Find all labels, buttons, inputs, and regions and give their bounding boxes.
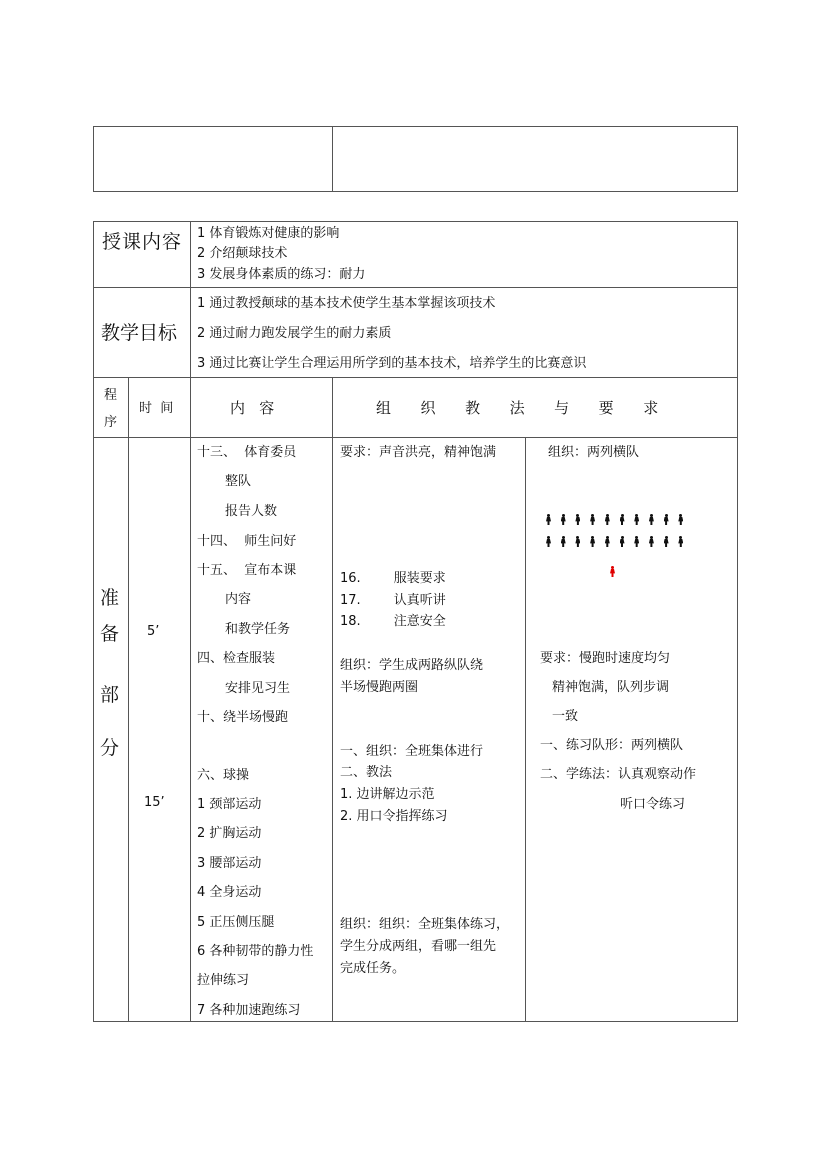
- student-icon: [649, 514, 654, 525]
- section-name: 备: [100, 623, 120, 645]
- method-lines-line: 要求：声音洪亮，精神饱满: [340, 445, 497, 460]
- content-lines-line: 4 全身运动: [197, 885, 262, 900]
- content-lines-line: 整队: [225, 474, 252, 489]
- content-lines-line: 1 颈部运动: [197, 797, 262, 812]
- content-lines-line: 5 正压侧压腿: [197, 915, 275, 930]
- student-icon: [620, 514, 625, 525]
- section-name: 部: [100, 684, 120, 706]
- teacher-icon: [610, 566, 615, 577]
- content-lines-line: 十五、 宣布本课: [197, 563, 297, 578]
- content-lines-line: 安排见习生: [225, 681, 291, 696]
- header-method: 组 织 教 法 与 要 求: [376, 399, 659, 417]
- time-value: 15’: [144, 795, 165, 810]
- method-lines-line: 18. 注意安全: [340, 614, 446, 629]
- content-lines-line: 和教学任务: [225, 622, 291, 637]
- method-lines-line: 半场慢跑两圈: [340, 680, 419, 695]
- header-time: 时 间: [139, 401, 174, 416]
- student-icon: [678, 514, 683, 525]
- goal-item: 3 通过比赛让学生合理运用所学到的基本技术，培养学生的比赛意识: [197, 356, 587, 371]
- org-lines-line: 听口令练习: [620, 797, 686, 812]
- content-lines-line: 六、球操: [197, 768, 250, 783]
- header-procedure: 程: [104, 388, 118, 403]
- student-icon: [620, 536, 625, 547]
- divider: [332, 126, 333, 192]
- student-icon: [546, 536, 551, 547]
- student-icon: [678, 536, 683, 547]
- time-value: 5’: [147, 624, 160, 639]
- student-icon: [605, 536, 610, 547]
- top-blank-table: [93, 126, 738, 192]
- content-lines-line: 十四、 师生问好: [197, 534, 297, 549]
- org-lines-line: 要求：慢跑时速度均匀: [540, 651, 671, 666]
- content-lines-line: 6 各种韧带的静力性: [197, 944, 314, 959]
- method-lines-line: 一、组织：全班集体进行: [340, 744, 484, 759]
- student-icon: [575, 514, 580, 525]
- method-lines-line: 组织：组织：全班集体练习，: [340, 917, 510, 932]
- student-icon: [605, 514, 610, 525]
- divider: [332, 377, 333, 1022]
- header-content: 内 容: [230, 399, 275, 417]
- org-lines-line: 二、学练法：认真观察动作: [540, 767, 697, 782]
- content-item: 1 体育锻炼对健康的影响: [197, 226, 340, 241]
- goal-label: 教学目标: [101, 322, 178, 344]
- content-lines-line: 拉伸练习: [197, 973, 250, 988]
- section-name: 准: [100, 587, 120, 609]
- method-lines-line: 2. 用口令指挥练习: [340, 809, 448, 824]
- goal-item: 2 通过耐力跑发展学生的耐力素质: [197, 326, 392, 341]
- method-lines-line: 学生分成两组，看哪一组先: [340, 939, 497, 954]
- student-icon: [590, 536, 595, 547]
- student-icon: [664, 536, 669, 547]
- content-item: 3 发展身体素质的练习：耐力: [197, 267, 366, 282]
- org-lines-line: 一、练习队形：两列横队: [540, 738, 684, 753]
- content-lines-line: 2 扩胸运动: [197, 826, 262, 841]
- student-icon: [546, 514, 551, 525]
- student-icon: [634, 514, 639, 525]
- org-lines-line: 组织：两列横队: [548, 445, 640, 460]
- content-label: 授课内容: [101, 231, 182, 253]
- method-lines-line: 二、教法: [340, 765, 393, 780]
- method-lines-line: 16. 服装要求: [340, 571, 446, 586]
- content-lines-line: 四、检查服装: [197, 651, 276, 666]
- org-lines-line: 一致: [552, 709, 579, 724]
- method-lines-line: 17. 认真听讲: [340, 593, 446, 608]
- content-lines-line: 内容: [225, 592, 252, 607]
- student-icon: [649, 536, 654, 547]
- content-item: 2 介绍颠球技术: [197, 246, 288, 261]
- method-lines-line: 完成任务。: [340, 961, 406, 976]
- org-lines-line: 精神饱满，队列步调: [552, 680, 670, 695]
- divider: [128, 377, 129, 1022]
- student-icon: [561, 514, 566, 525]
- student-icon: [664, 514, 669, 525]
- header-procedure: 序: [104, 415, 118, 430]
- goal-item: 1 通过教授颠球的基本技术使学生基本掌握该项技术: [197, 296, 496, 311]
- student-icon: [561, 536, 566, 547]
- method-lines-line: 1. 边讲解边示范: [340, 787, 435, 802]
- student-icon: [575, 536, 580, 547]
- content-lines-line: 十三、 体育委员: [197, 445, 297, 460]
- student-icon: [634, 536, 639, 547]
- student-icon: [590, 514, 595, 525]
- section-name: 分: [100, 737, 120, 759]
- method-lines-line: 组织：学生成两路纵队绕: [340, 658, 484, 673]
- content-lines-line: 报告人数: [225, 504, 278, 519]
- divider: [525, 437, 526, 1022]
- content-lines-line: 7 各种加速跑练习: [197, 1003, 301, 1018]
- content-lines-line: 3 腰部运动: [197, 856, 262, 871]
- divider: [190, 221, 191, 1022]
- content-lines-line: 十、绕半场慢跑: [197, 710, 289, 725]
